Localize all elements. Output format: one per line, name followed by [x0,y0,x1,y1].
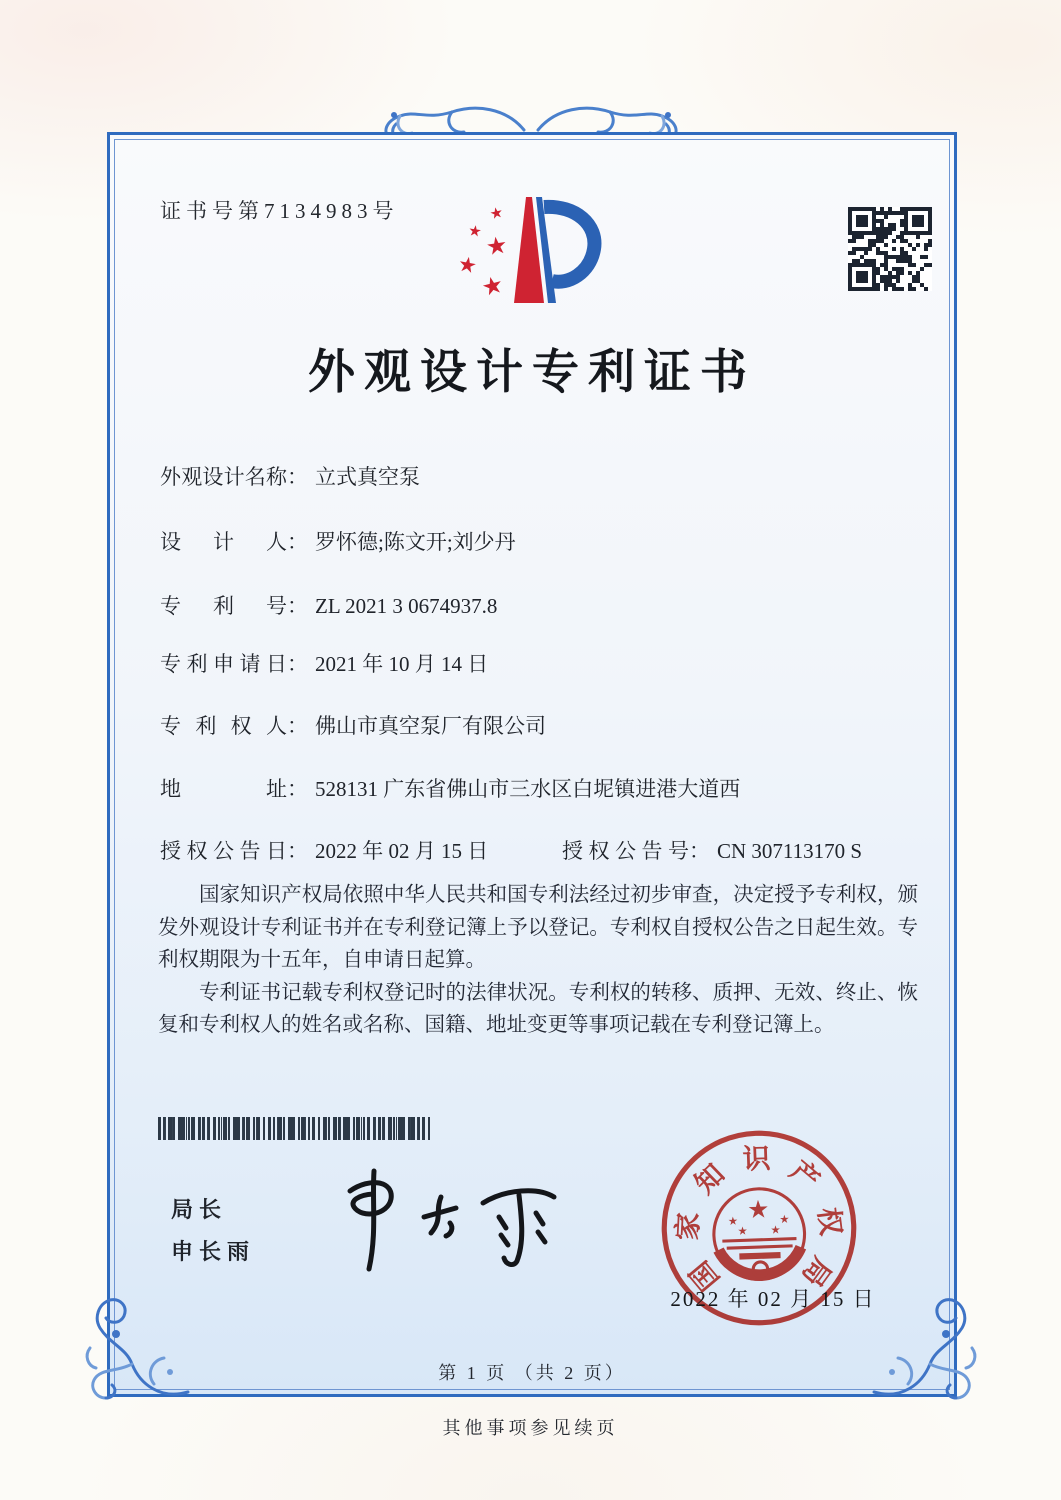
field-row-grant-date [160,835,863,865]
svg-text:家: 家 [672,1211,706,1242]
colon: ： [287,465,308,489]
field-value: 528131 广东省佛山市三水区白坭镇进港大道西 [315,777,741,801]
field-row-designer [160,526,516,556]
field-value: 佛山市真空泵厂有限公司 [315,714,546,738]
svg-text:权: 权 [811,1205,846,1238]
colon: ： [287,594,308,618]
field-value: 2022 年 02 月 15 日 [315,839,489,863]
logo-star-icon: ★ [484,232,510,262]
field-value: CN 307113170 S [717,839,863,863]
field-row-patentee [160,710,546,740]
svg-text:产: 产 [783,1155,825,1198]
field-label: 专利号 [160,594,287,618]
commissioner-name: 申长雨 [171,1239,256,1264]
field-label: 专利申请日 [160,652,287,676]
certificate-border-frame [107,132,957,1397]
field-label: 专利权人 [160,714,287,738]
corner-ornament-icon [864,1288,992,1416]
field-row-design-name [160,461,420,491]
barcode-icon [158,1117,430,1140]
colon: ： [287,839,308,863]
field-grant-number [562,835,862,865]
field-label: 外观设计名称 [160,465,287,489]
svg-text:★: ★ [770,1224,781,1237]
svg-text:识: 识 [742,1143,772,1176]
field-value: 立式真空泵 [315,465,420,489]
svg-text:知: 知 [689,1158,732,1201]
commissioner-title: 局长 [171,1197,228,1222]
page-number: 第 1 页 （共 2 页） [438,1363,626,1383]
cnipa-logo-icon [456,191,616,323]
colon: ： [287,714,308,738]
legal-paragraph-1: 国家知识产权局依照中华人民共和国专利法经过初步审查，决定授予专利权，颁发外观设计专利证书并在专利登记簿上予以登记。专利权自授权公告之日起生效。专利权期限为十五年，自申请日起算。 [158,884,918,971]
field-label: 授权公告号 [562,839,689,863]
logo-star-icon: ★ [479,271,507,303]
svg-text:★: ★ [746,1196,770,1225]
field-value: 罗怀德;陈文开;刘少丹 [315,530,516,554]
svg-text:★: ★ [737,1225,748,1238]
field-row-patent-number [160,590,497,620]
logo-star-icon: ★ [488,204,505,224]
legal-text [158,879,918,1042]
svg-text:★: ★ [727,1215,739,1228]
field-value: ZL 2021 3 0674937.8 [315,594,498,618]
svg-text:★: ★ [779,1213,790,1227]
field-row-filing-date [160,648,488,678]
colon: ： [287,777,308,801]
corner-ornament-icon [70,1288,198,1416]
svg-text:国: 国 [684,1254,727,1296]
colon: ： [689,839,710,863]
handwritten-signature [278,1161,588,1281]
svg-text:局: 局 [795,1251,837,1292]
field-label: 地址 [160,777,287,801]
continuation-note: 其他事项参见续页 [442,1418,619,1438]
logo-star-icon: ★ [456,251,479,279]
certificate-title: 外观设计专利证书 [308,347,756,399]
field-row-address [160,773,740,803]
field-value: 2021 年 10 月 14 日 [315,652,489,676]
colon: ： [287,652,308,676]
certificate-number: 证书号第7134983号 [160,199,399,223]
logo-star-icon: ★ [467,223,483,241]
qr-code-icon [848,207,932,291]
logo-wedge-P [456,191,616,323]
colon: ： [287,530,308,554]
legal-paragraph-2: 专利证书记载专利权登记时的法律状况。专利权的转移、质押、无效、终止、恢复和专利权人的姓名或名称、国籍、地址变更等事项记载在专利登记簿上。 [158,981,918,1036]
field-label: 授权公告日 [160,839,287,863]
seal-date: 2022 年 02 月 15 日 [670,1287,876,1311]
field-label: 设计人 [160,530,287,554]
